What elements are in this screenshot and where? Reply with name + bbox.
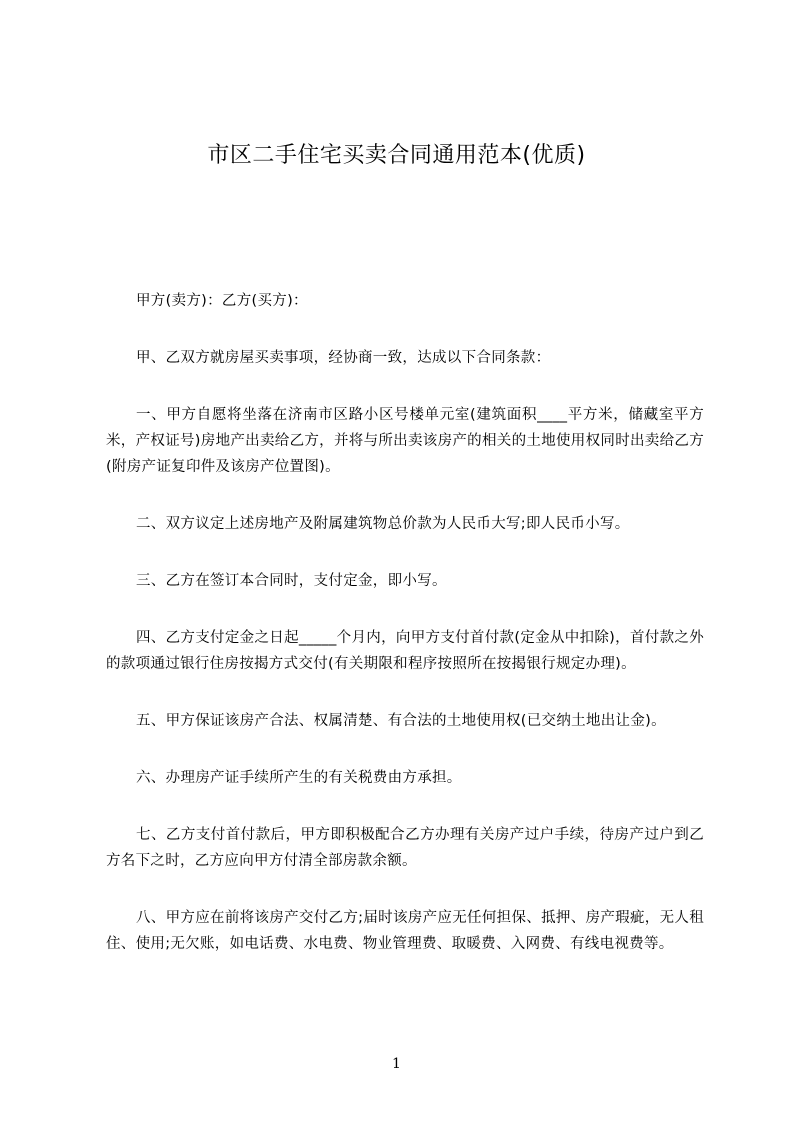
clause-8: 八、甲方应在前将该房产交付乙方;届时该房产应无任何担保、抵押、房产瑕疵，无人租住、使用;无欠账，如电话费、水电费、物业管理费、取暖费、入网费、有线电视费等。 [106, 910, 704, 952]
clause-4: 四、乙方支付定金之日起_____个月内，向甲方支付首付款(定金从中扣除)，首付款之外的款项通过银行住房按揭方式交付(有关期限和程序按照所在按揭银行规定办理)。 [106, 630, 704, 672]
clause-2: 二、双方议定上述房地产及附属建筑物总价款为人民币大写;即人民币小写。 [136, 516, 630, 532]
clause-5: 五、甲方保证该房产合法、权属清楚、有合法的土地使用权(已交纳土地出让金)。 [136, 713, 666, 729]
clause-1: 一、甲方自愿将坐落在济南市区路小区号楼单元室(建筑面积____平方米，储藏室平方米，产权证号)房地产出卖给乙方，并将与所出卖该房产的相关的土地使用权同时出卖给乙方(附房产证复印件及该房产位置图)。 [106, 407, 704, 475]
contract-body [106, 288, 704, 988]
paragraph-parties: 甲方(卖方)：乙方(买方)： [136, 293, 308, 309]
clause-7: 七、乙方支付首付款后，甲方即积极配合乙方办理有关房产过户手续，待房产过户到乙方名下之时，乙方应向甲方付清全部房款余额。 [106, 827, 704, 869]
clause-6: 六、办理房产证手续所产生的有关税费由方承担。 [136, 770, 462, 786]
page-number: 1 [392, 1056, 401, 1072]
paragraph-preamble: 甲、乙双方就房屋买卖事项，经协商一致，达成以下合同条款： [136, 350, 551, 366]
clause-3: 三、乙方在签订本合同时，支付定金，即小写。 [136, 573, 447, 589]
page-title: 市区二手住宅买卖合同通用范本(优质) [207, 143, 586, 168]
